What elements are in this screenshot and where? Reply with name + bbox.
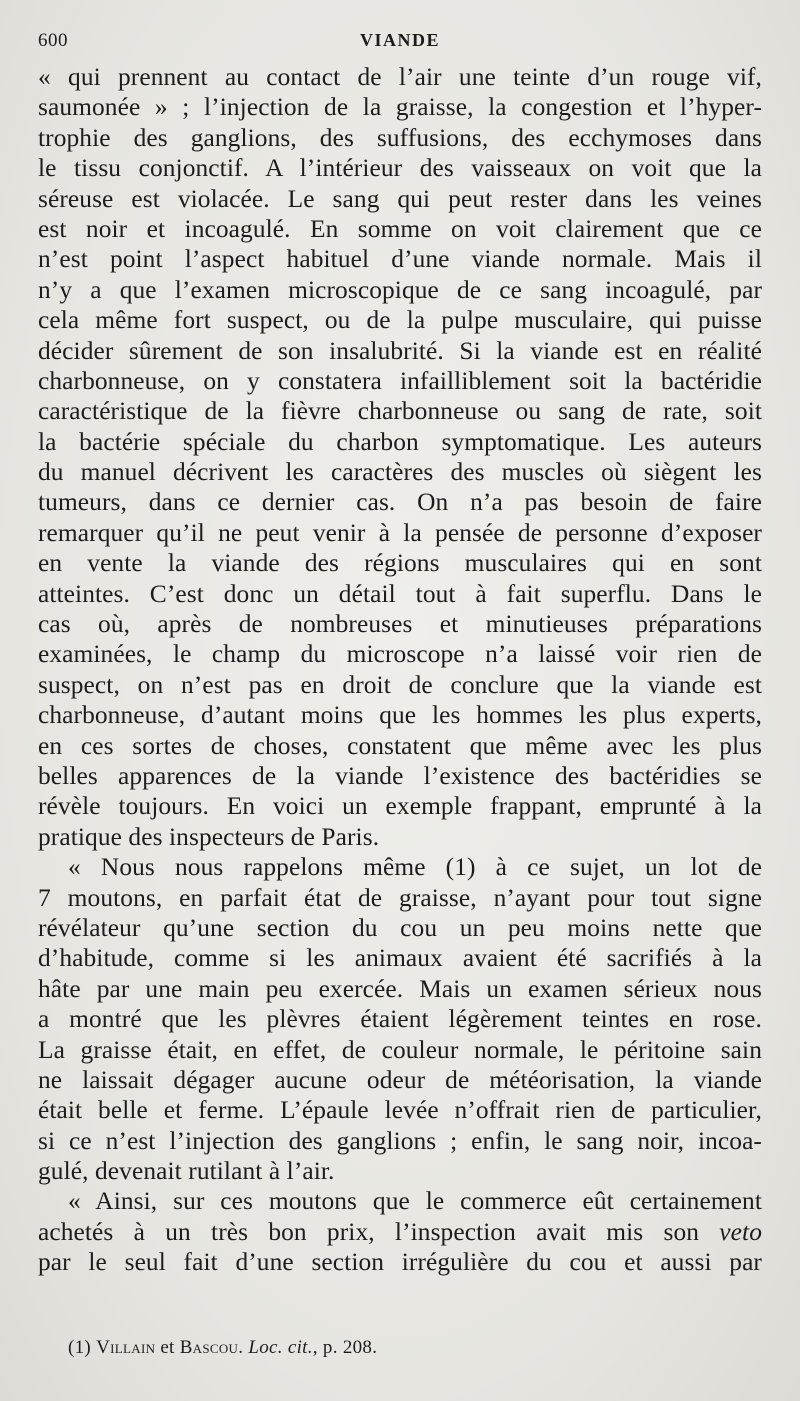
footnote-reference: Loc. cit.,	[248, 1337, 318, 1358]
text-line: du manuel décrivent les caractères des muscles où siègent les	[38, 458, 762, 487]
text-line: d’habitude, comme si les animaux avaient été sacrifiés à la	[38, 944, 762, 973]
text-line: si ce n’est l’injection des ganglions ; enfin, le sang noir, incoa-	[38, 1126, 762, 1155]
footnote	[68, 1337, 377, 1359]
text-line: la bactérie spéciale du charbon symptomatique. Les auteurs	[38, 427, 762, 456]
running-head	[38, 30, 762, 62]
footnote-author: Villain	[96, 1337, 156, 1358]
text-line: cas où, après de nombreuses et minutieuses préparations	[38, 610, 762, 639]
text-line: décider sûrement de son insalubrité. Si la viande est en réalité	[38, 336, 762, 365]
page-number: 600	[38, 30, 68, 51]
text-line: par le seul fait d’une section irrégulière du cou et aussi par	[38, 1248, 762, 1277]
text-line: caractéristique de la fièvre charbonneuse ou sang de rate, soit	[38, 397, 762, 426]
text-line: le tissu conjonctif. A l’intérieur des vaisseaux on voit que la	[38, 154, 762, 183]
text-line: « qui prennent au contact de l’air une teinte d’un rouge vif,	[38, 63, 762, 91]
paragraph-start-line: « Ainsi, sur ces moutons que le commerce eût certainement	[68, 1187, 762, 1216]
text-line: charbonneuse, on y constatera infailliblement soit la bactéridie	[38, 366, 762, 395]
body-text	[38, 62, 762, 1278]
footnote-page: p. 208.	[322, 1337, 378, 1358]
text-line: cela même fort suspect, ou de la pulpe musculaire, qui puisse	[38, 306, 762, 335]
text-line: suspect, on n’est pas en droit de conclure que la viande est	[38, 670, 762, 699]
text-line-with-italic	[38, 1217, 762, 1247]
italic-word: veto	[719, 1217, 762, 1246]
text-line: était belle et ferme. L’épaule levée n’offrait rien de particulier,	[38, 1096, 762, 1125]
text-line: remarquer qu’il ne peut venir à la pensée de personne d’exposer	[38, 518, 762, 547]
text-line: séreuse est violacée. Le sang qui peut rester dans les veines	[38, 184, 762, 213]
text-line: en ces sortes de choses, constatent que même avec les plus	[38, 731, 762, 760]
text-line: 7 moutons, en parfait état de graisse, n’ayant pour tout signe	[38, 883, 762, 912]
text-line: hâte par une main peu exercée. Mais un examen sérieux nous	[38, 974, 762, 1003]
text-line: en vente la viande des régions musculaires qui en sont	[38, 549, 762, 578]
footnote-author: Bascou.	[179, 1337, 244, 1358]
text-line: a montré que les plèvres étaient légèrement teintes en rose.	[38, 1005, 762, 1034]
paragraph-start-line: « Nous nous rappelons même (1) à ce sujet, un lot de	[68, 853, 762, 882]
running-title: VIANDE	[359, 30, 440, 50]
text-line: est noir et incoagulé. En somme on voit clairement que ce	[38, 214, 762, 243]
paragraph-end-line: pratique des inspecteurs de Paris.	[38, 822, 380, 851]
text-line: ne laissait dégager aucune odeur de météorisation, la viande	[38, 1065, 762, 1094]
text-line-segment: achetés à un très bon prix, l’inspection avait mis son	[38, 1217, 700, 1246]
text-line: belles apparences de la viande l’existence des bactéridies se	[38, 761, 762, 790]
text-line: trophie des ganglions, des suffusions, des ecchymoses dans	[38, 123, 762, 152]
text-line: n’est point l’aspect habituel d’une viande normale. Mais il	[38, 245, 762, 274]
text-line: saumonée » ; l’injection de la graisse, la congestion et l’hyper-	[38, 93, 762, 122]
text-line: La graisse était, en effet, de couleur normale, le péritoine sain	[38, 1035, 762, 1064]
footnote-marker: (1)	[68, 1337, 92, 1358]
text-line: révélateur qu’une section du cou un peu moins nette que	[38, 913, 762, 942]
paragraph-end-line: gulé, devenait rutilant à l’air.	[38, 1157, 335, 1186]
text-line: atteintes. C’est donc un détail tout à fait superflu. Dans le	[38, 579, 762, 608]
text-line: examinées, le champ du microscope n’a laissé voir rien de	[38, 640, 762, 669]
text-line: charbonneuse, d’autant moins que les hommes les plus experts,	[38, 701, 762, 730]
footnote-connector: et	[160, 1337, 175, 1358]
text-line: n’y a que l’examen microscopique de ce sang incoagulé, par	[38, 275, 762, 304]
text-line: tumeurs, dans ce dernier cas. On n’a pas besoin de faire	[38, 488, 762, 517]
text-line: révèle toujours. En voici un exemple frappant, emprunté à la	[38, 792, 762, 821]
